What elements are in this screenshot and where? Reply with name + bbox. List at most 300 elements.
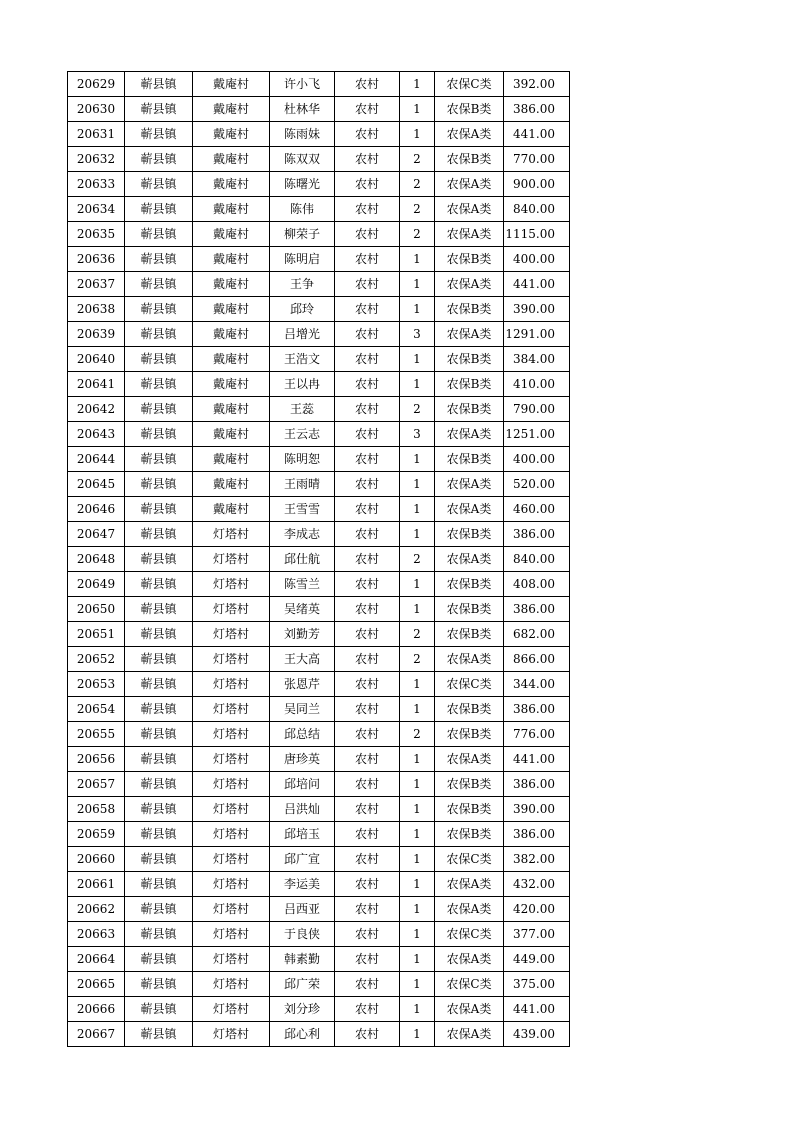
household-type-cell: 农村 [335,297,400,322]
town-cell: 蕲县镇 [125,522,193,547]
records-table [67,71,570,1047]
town-cell: 蕲县镇 [125,172,193,197]
household-type-cell: 农村 [335,497,400,522]
table-row [68,247,570,272]
record-id-cell: 20639 [68,322,125,347]
record-id-cell: 20653 [68,672,125,697]
insurance-category-cell: 农保A类 [435,747,504,772]
amount-cell: 386.00 [504,97,570,122]
village-cell: 戴庵村 [193,397,270,422]
amount-cell: 866.00 [504,647,570,672]
person-name-cell: 陈明启 [270,247,335,272]
amount-cell: 400.00 [504,247,570,272]
table-row [68,872,570,897]
insurance-category-cell: 农保A类 [435,472,504,497]
member-count-cell: 1 [400,297,435,322]
town-cell: 蕲县镇 [125,72,193,97]
table-row [68,272,570,297]
person-name-cell: 唐珍英 [270,747,335,772]
record-id-cell: 20666 [68,997,125,1022]
amount-cell: 682.00 [504,622,570,647]
amount-cell: 1291.00 [504,322,570,347]
town-cell: 蕲县镇 [125,572,193,597]
village-cell: 戴庵村 [193,72,270,97]
record-id-cell: 20658 [68,797,125,822]
amount-cell: 432.00 [504,872,570,897]
household-type-cell: 农村 [335,272,400,297]
village-cell: 灯塔村 [193,597,270,622]
village-cell: 灯塔村 [193,997,270,1022]
amount-cell: 386.00 [504,597,570,622]
amount-cell: 390.00 [504,297,570,322]
record-id-cell: 20633 [68,172,125,197]
member-count-cell: 2 [400,622,435,647]
village-cell: 戴庵村 [193,297,270,322]
record-id-cell: 20656 [68,747,125,772]
insurance-category-cell: 农保C类 [435,72,504,97]
town-cell: 蕲县镇 [125,972,193,997]
table-row [68,297,570,322]
household-type-cell: 农村 [335,672,400,697]
record-id-cell: 20631 [68,122,125,147]
household-type-cell: 农村 [335,922,400,947]
household-type-cell: 农村 [335,72,400,97]
amount-cell: 420.00 [504,897,570,922]
insurance-category-cell: 农保C类 [435,972,504,997]
town-cell: 蕲县镇 [125,272,193,297]
record-id-cell: 20661 [68,872,125,897]
amount-cell: 439.00 [504,1022,570,1047]
table-row [68,97,570,122]
member-count-cell: 1 [400,497,435,522]
amount-cell: 382.00 [504,847,570,872]
member-count-cell: 1 [400,972,435,997]
table-row [68,747,570,772]
table-row [68,597,570,622]
town-cell: 蕲县镇 [125,122,193,147]
person-name-cell: 吕增光 [270,322,335,347]
village-cell: 灯塔村 [193,897,270,922]
insurance-category-cell: 农保A类 [435,647,504,672]
member-count-cell: 1 [400,97,435,122]
record-id-cell: 20640 [68,347,125,372]
household-type-cell: 农村 [335,822,400,847]
village-cell: 戴庵村 [193,147,270,172]
person-name-cell: 杜林华 [270,97,335,122]
town-cell: 蕲县镇 [125,97,193,122]
town-cell: 蕲县镇 [125,997,193,1022]
household-type-cell: 农村 [335,1022,400,1047]
village-cell: 灯塔村 [193,972,270,997]
person-name-cell: 邱培问 [270,772,335,797]
member-count-cell: 1 [400,1022,435,1047]
member-count-cell: 1 [400,797,435,822]
table-row [68,497,570,522]
record-id-cell: 20664 [68,947,125,972]
member-count-cell: 1 [400,272,435,297]
record-id-cell: 20654 [68,697,125,722]
household-type-cell: 农村 [335,222,400,247]
village-cell: 戴庵村 [193,222,270,247]
member-count-cell: 1 [400,572,435,597]
town-cell: 蕲县镇 [125,347,193,372]
table-row [68,922,570,947]
amount-cell: 790.00 [504,397,570,422]
records-table-body [68,72,570,1047]
household-type-cell: 农村 [335,197,400,222]
person-name-cell: 陈双双 [270,147,335,172]
record-id-cell: 20644 [68,447,125,472]
insurance-category-cell: 农保A类 [435,122,504,147]
village-cell: 戴庵村 [193,97,270,122]
amount-cell: 386.00 [504,522,570,547]
town-cell: 蕲县镇 [125,247,193,272]
table-row [68,647,570,672]
person-name-cell: 吕西亚 [270,897,335,922]
amount-cell: 441.00 [504,997,570,1022]
member-count-cell: 1 [400,472,435,497]
household-type-cell: 农村 [335,897,400,922]
town-cell: 蕲县镇 [125,372,193,397]
table-row [68,822,570,847]
table-row [68,722,570,747]
village-cell: 戴庵村 [193,447,270,472]
town-cell: 蕲县镇 [125,472,193,497]
household-type-cell: 农村 [335,697,400,722]
village-cell: 戴庵村 [193,372,270,397]
village-cell: 灯塔村 [193,822,270,847]
insurance-category-cell: 农保B类 [435,372,504,397]
table-row [68,622,570,647]
village-cell: 灯塔村 [193,872,270,897]
person-name-cell: 邱玲 [270,297,335,322]
insurance-category-cell: 农保B类 [435,147,504,172]
household-type-cell: 农村 [335,622,400,647]
amount-cell: 449.00 [504,947,570,972]
town-cell: 蕲县镇 [125,422,193,447]
table-row [68,172,570,197]
record-id-cell: 20665 [68,972,125,997]
town-cell: 蕲县镇 [125,647,193,672]
insurance-category-cell: 农保B类 [435,297,504,322]
town-cell: 蕲县镇 [125,872,193,897]
village-cell: 戴庵村 [193,497,270,522]
insurance-category-cell: 农保B类 [435,822,504,847]
insurance-category-cell: 农保A类 [435,1022,504,1047]
town-cell: 蕲县镇 [125,897,193,922]
town-cell: 蕲县镇 [125,1022,193,1047]
amount-cell: 1115.00 [504,222,570,247]
person-name-cell: 吴绪英 [270,597,335,622]
village-cell: 灯塔村 [193,722,270,747]
amount-cell: 840.00 [504,197,570,222]
village-cell: 戴庵村 [193,247,270,272]
person-name-cell: 刘勤芳 [270,622,335,647]
village-cell: 灯塔村 [193,772,270,797]
insurance-category-cell: 农保B类 [435,722,504,747]
household-type-cell: 农村 [335,997,400,1022]
member-count-cell: 2 [400,172,435,197]
person-name-cell: 邱广荣 [270,972,335,997]
member-count-cell: 2 [400,397,435,422]
amount-cell: 408.00 [504,572,570,597]
person-name-cell: 邱仕航 [270,547,335,572]
town-cell: 蕲县镇 [125,772,193,797]
household-type-cell: 农村 [335,472,400,497]
record-id-cell: 20657 [68,772,125,797]
town-cell: 蕲县镇 [125,722,193,747]
village-cell: 戴庵村 [193,422,270,447]
village-cell: 灯塔村 [193,947,270,972]
town-cell: 蕲县镇 [125,447,193,472]
town-cell: 蕲县镇 [125,697,193,722]
town-cell: 蕲县镇 [125,822,193,847]
person-name-cell: 王以冉 [270,372,335,397]
insurance-category-cell: 农保B类 [435,397,504,422]
member-count-cell: 2 [400,722,435,747]
table-row [68,947,570,972]
household-type-cell: 农村 [335,522,400,547]
amount-cell: 460.00 [504,497,570,522]
town-cell: 蕲县镇 [125,622,193,647]
table-row [68,847,570,872]
table-row [68,797,570,822]
village-cell: 戴庵村 [193,122,270,147]
person-name-cell: 王雨晴 [270,472,335,497]
person-name-cell: 刘分珍 [270,997,335,1022]
person-name-cell: 陈明恕 [270,447,335,472]
household-type-cell: 农村 [335,397,400,422]
village-cell: 灯塔村 [193,847,270,872]
person-name-cell: 柳荣子 [270,222,335,247]
insurance-category-cell: 农保A类 [435,547,504,572]
insurance-category-cell: 农保B类 [435,247,504,272]
household-type-cell: 农村 [335,597,400,622]
table-row [68,572,570,597]
town-cell: 蕲县镇 [125,847,193,872]
amount-cell: 386.00 [504,697,570,722]
amount-cell: 520.00 [504,472,570,497]
town-cell: 蕲县镇 [125,947,193,972]
table-row [68,347,570,372]
insurance-category-cell: 农保A类 [435,872,504,897]
record-id-cell: 20662 [68,897,125,922]
table-row [68,397,570,422]
town-cell: 蕲县镇 [125,547,193,572]
insurance-category-cell: 农保A类 [435,222,504,247]
table-row [68,697,570,722]
insurance-category-cell: 农保B类 [435,597,504,622]
village-cell: 戴庵村 [193,197,270,222]
household-type-cell: 农村 [335,547,400,572]
town-cell: 蕲县镇 [125,197,193,222]
amount-cell: 377.00 [504,922,570,947]
person-name-cell: 邱广宣 [270,847,335,872]
record-id-cell: 20636 [68,247,125,272]
member-count-cell: 1 [400,247,435,272]
record-id-cell: 20660 [68,847,125,872]
table-row [68,72,570,97]
amount-cell: 390.00 [504,797,570,822]
table-row [68,322,570,347]
record-id-cell: 20650 [68,597,125,622]
town-cell: 蕲县镇 [125,672,193,697]
village-cell: 灯塔村 [193,922,270,947]
household-type-cell: 农村 [335,97,400,122]
insurance-category-cell: 农保A类 [435,322,504,347]
village-cell: 戴庵村 [193,472,270,497]
table-row [68,222,570,247]
household-type-cell: 农村 [335,722,400,747]
village-cell: 灯塔村 [193,672,270,697]
amount-cell: 384.00 [504,347,570,372]
amount-cell: 392.00 [504,72,570,97]
town-cell: 蕲县镇 [125,322,193,347]
member-count-cell: 1 [400,347,435,372]
table-row [68,122,570,147]
member-count-cell: 1 [400,922,435,947]
household-type-cell: 农村 [335,372,400,397]
insurance-category-cell: 农保B类 [435,572,504,597]
insurance-category-cell: 农保A类 [435,897,504,922]
household-type-cell: 农村 [335,172,400,197]
household-type-cell: 农村 [335,872,400,897]
household-type-cell: 农村 [335,422,400,447]
person-name-cell: 韩素勤 [270,947,335,972]
town-cell: 蕲县镇 [125,922,193,947]
table-row [68,547,570,572]
table-row [68,972,570,997]
record-id-cell: 20630 [68,97,125,122]
record-id-cell: 20642 [68,397,125,422]
record-id-cell: 20663 [68,922,125,947]
insurance-category-cell: 农保B类 [435,772,504,797]
household-type-cell: 农村 [335,947,400,972]
village-cell: 灯塔村 [193,697,270,722]
person-name-cell: 陈伟 [270,197,335,222]
person-name-cell: 王云志 [270,422,335,447]
amount-cell: 770.00 [504,147,570,172]
person-name-cell: 王蕊 [270,397,335,422]
amount-cell: 776.00 [504,722,570,747]
person-name-cell: 李成志 [270,522,335,547]
town-cell: 蕲县镇 [125,297,193,322]
amount-cell: 441.00 [504,272,570,297]
amount-cell: 375.00 [504,972,570,997]
village-cell: 戴庵村 [193,272,270,297]
insurance-category-cell: 农保A类 [435,197,504,222]
insurance-category-cell: 农保A类 [435,497,504,522]
household-type-cell: 农村 [335,322,400,347]
record-id-cell: 20655 [68,722,125,747]
insurance-category-cell: 农保A类 [435,422,504,447]
member-count-cell: 1 [400,672,435,697]
member-count-cell: 1 [400,947,435,972]
record-id-cell: 20645 [68,472,125,497]
table-row [68,897,570,922]
insurance-category-cell: 农保A类 [435,172,504,197]
person-name-cell: 王浩文 [270,347,335,372]
household-type-cell: 农村 [335,772,400,797]
member-count-cell: 3 [400,422,435,447]
member-count-cell: 2 [400,647,435,672]
insurance-category-cell: 农保C类 [435,672,504,697]
insurance-category-cell: 农保B类 [435,347,504,372]
record-id-cell: 20635 [68,222,125,247]
household-type-cell: 农村 [335,847,400,872]
person-name-cell: 李运美 [270,872,335,897]
person-name-cell: 邱心利 [270,1022,335,1047]
household-type-cell: 农村 [335,747,400,772]
member-count-cell: 2 [400,147,435,172]
member-count-cell: 1 [400,822,435,847]
person-name-cell: 吕洪灿 [270,797,335,822]
amount-cell: 344.00 [504,672,570,697]
household-type-cell: 农村 [335,122,400,147]
town-cell: 蕲县镇 [125,797,193,822]
person-name-cell: 陈雪兰 [270,572,335,597]
household-type-cell: 农村 [335,572,400,597]
member-count-cell: 1 [400,847,435,872]
town-cell: 蕲县镇 [125,747,193,772]
member-count-cell: 1 [400,897,435,922]
record-id-cell: 20659 [68,822,125,847]
amount-cell: 1251.00 [504,422,570,447]
member-count-cell: 3 [400,322,435,347]
household-type-cell: 农村 [335,247,400,272]
table-row [68,147,570,172]
household-type-cell: 农村 [335,147,400,172]
table-row [68,422,570,447]
table-row [68,197,570,222]
amount-cell: 400.00 [504,447,570,472]
record-id-cell: 20651 [68,622,125,647]
table-row [68,472,570,497]
town-cell: 蕲县镇 [125,397,193,422]
record-id-cell: 20632 [68,147,125,172]
insurance-category-cell: 农保B类 [435,522,504,547]
record-id-cell: 20648 [68,547,125,572]
village-cell: 灯塔村 [193,647,270,672]
record-id-cell: 20634 [68,197,125,222]
record-id-cell: 20649 [68,572,125,597]
member-count-cell: 1 [400,372,435,397]
village-cell: 灯塔村 [193,747,270,772]
village-cell: 灯塔村 [193,797,270,822]
household-type-cell: 农村 [335,647,400,672]
record-id-cell: 20667 [68,1022,125,1047]
member-count-cell: 1 [400,447,435,472]
person-name-cell: 王大高 [270,647,335,672]
record-id-cell: 20638 [68,297,125,322]
person-name-cell: 王争 [270,272,335,297]
record-id-cell: 20641 [68,372,125,397]
amount-cell: 900.00 [504,172,570,197]
table-row [68,522,570,547]
insurance-category-cell: 农保A类 [435,947,504,972]
record-id-cell: 20652 [68,647,125,672]
member-count-cell: 1 [400,997,435,1022]
insurance-category-cell: 农保A类 [435,997,504,1022]
person-name-cell: 吴同兰 [270,697,335,722]
household-type-cell: 农村 [335,797,400,822]
record-id-cell: 20637 [68,272,125,297]
village-cell: 灯塔村 [193,547,270,572]
village-cell: 灯塔村 [193,622,270,647]
member-count-cell: 1 [400,122,435,147]
table-row [68,772,570,797]
village-cell: 灯塔村 [193,1022,270,1047]
